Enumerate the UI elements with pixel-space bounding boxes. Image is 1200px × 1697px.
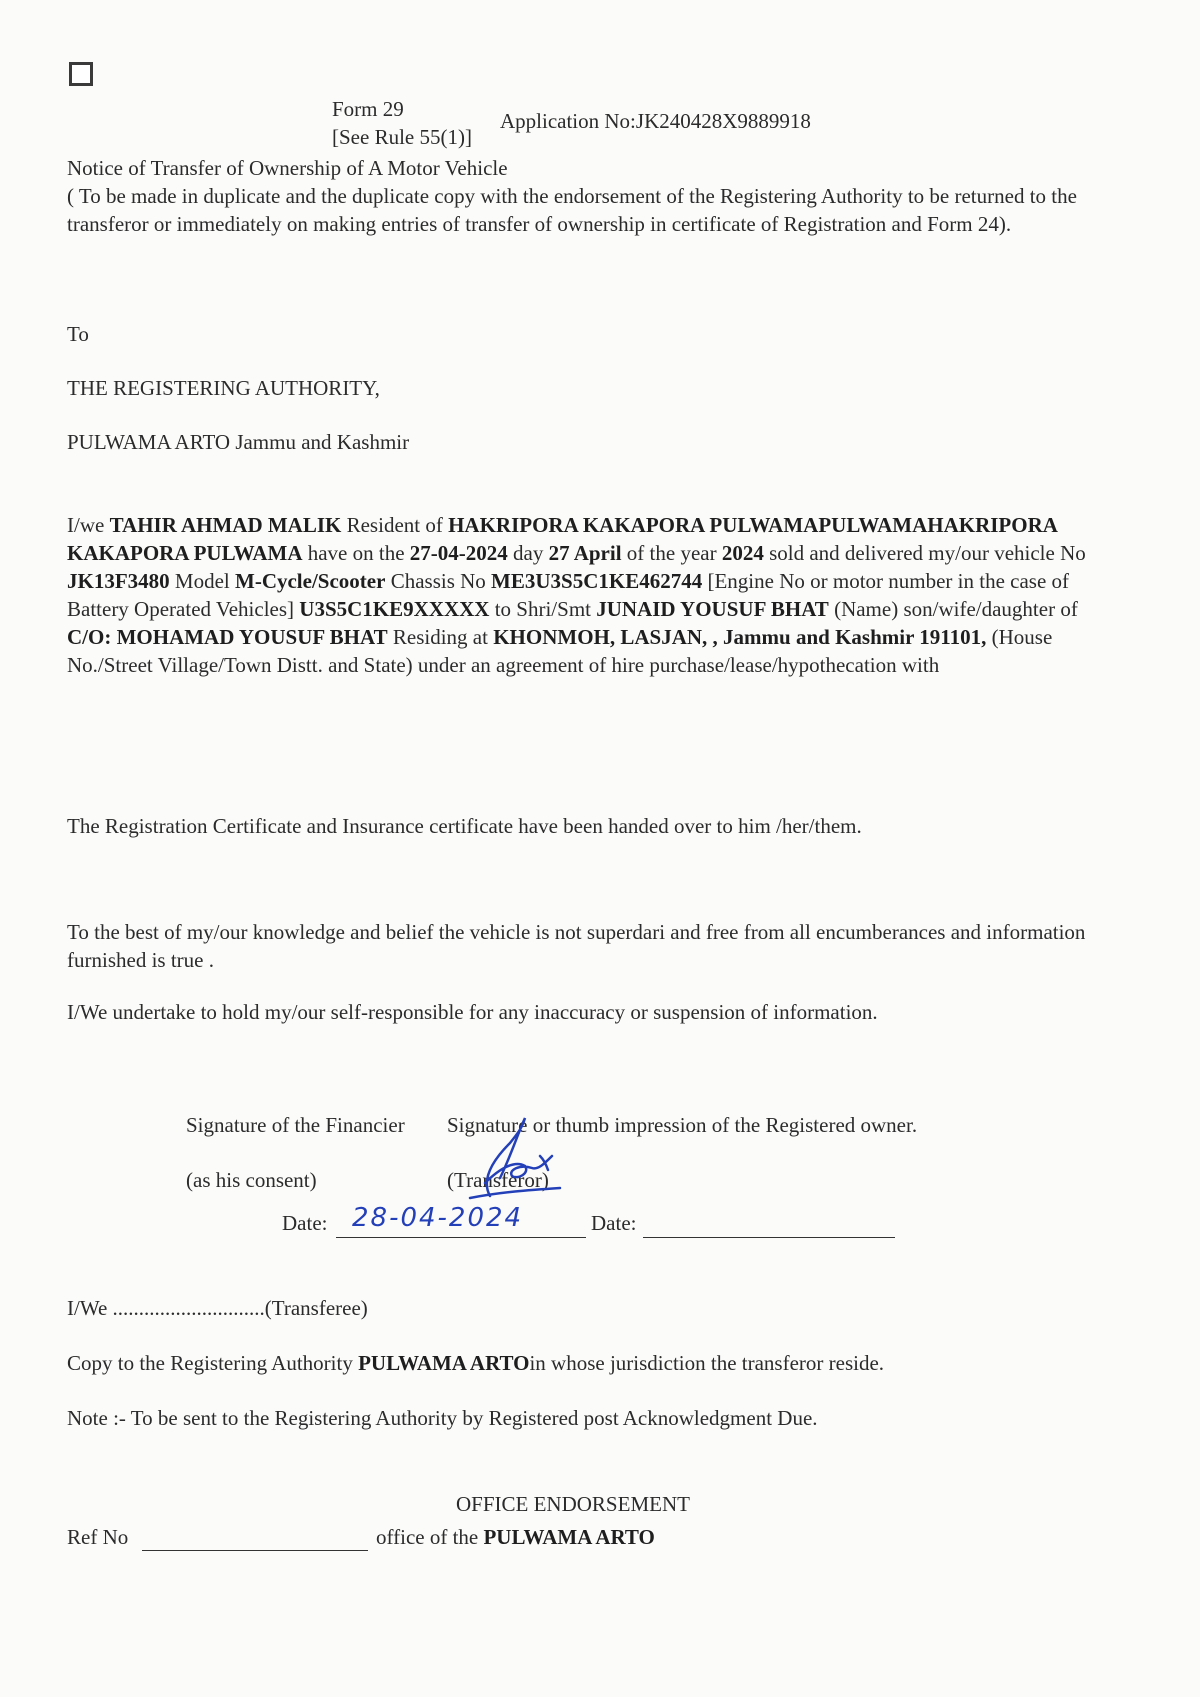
- application-number: Application No:JK240428X9889918: [500, 109, 811, 133]
- financier-signature-label: Signature of the Financier: [186, 1113, 405, 1137]
- sold-text: sold and delivered my/our vehicle No: [769, 541, 1086, 565]
- note-text: Note :- To be sent to the Registering Authority by Registered post Acknowledgment Due.: [67, 1406, 818, 1430]
- day-word: day: [513, 541, 544, 565]
- form-rule: [See Rule 55(1)]: [332, 125, 472, 149]
- consent-label: (as his consent): [186, 1168, 317, 1192]
- authority-name: THE REGISTERING AUTHORITY,: [67, 376, 380, 400]
- form-title: Form 29: [332, 97, 404, 121]
- office-endorsement-heading: OFFICE ENDORSEMENT: [456, 1492, 690, 1516]
- engine-number: U3S5C1KE9XXXXX: [299, 597, 490, 621]
- of-year-text: of the year: [626, 541, 717, 565]
- authority-office: PULWAMA ARTO Jammu and Kashmir: [67, 430, 410, 454]
- endorsement-office: PULWAMA ARTO: [483, 1525, 655, 1549]
- transfer-declaration: [67, 511, 1117, 679]
- transferor-signature: [440, 1098, 580, 1208]
- residing-at-text: Residing at: [392, 625, 488, 649]
- vehicle-number: JK13F3480: [67, 569, 170, 593]
- date-line-transferor: [336, 1205, 586, 1238]
- belief-statement: To the best of my/our knowledge and belief the vehicle is not superdari and free from all encumberances and information furnished is true .: [67, 920, 1086, 972]
- handwritten-date: 28-04-2024: [352, 1203, 524, 1233]
- office-of-text: office of the: [376, 1525, 479, 1549]
- notice-instruction: ( To be made in duplicate and the duplicate copy with the endorsement of the Registering Authority to be returned to the transferor or immediately on making entries of transfer of ownership in certificate of Registration and Form 24).: [67, 184, 1077, 236]
- chassis-number: ME3U3S5C1KE462744: [491, 569, 703, 593]
- model-word: Model: [174, 569, 230, 593]
- office-of-line: [376, 1523, 655, 1551]
- undertaking-statement: I/We undertake to hold my/our self-responsible for any inaccuracy or suspension of information.: [67, 1000, 878, 1024]
- to-label: To: [67, 322, 89, 346]
- copy-authority: PULWAMA ARTO: [358, 1351, 530, 1375]
- transferor-label: (Transferor): [447, 1168, 549, 1192]
- iwe-text: I/we: [67, 513, 105, 537]
- documents-handed-over: The Registration Certificate and Insurance certificate have been handed over to him /her/them.: [67, 814, 862, 838]
- copy-prefix: Copy to the Registering Authority: [67, 1351, 353, 1375]
- have-on-text: have on the: [307, 541, 405, 565]
- transferee-address: KHONMOH, LASJAN, , Jammu and Kashmir 191101,: [493, 625, 987, 649]
- transferor-name: TAHIR AHMAD MALIK: [109, 513, 342, 537]
- chassis-word: Chassis No: [390, 569, 486, 593]
- sale-day: 27 April: [548, 541, 622, 565]
- date-label-transferor: Date:: [282, 1211, 328, 1235]
- transferee-relation: C/O: MOHAMAD YOUSUF BHAT: [67, 625, 388, 649]
- engine-text: [Engine No or motor number in the case of Battery Operated Vehicles]: [67, 569, 1070, 621]
- sale-date: 27-04-2024: [409, 541, 508, 565]
- name-relation-text: (Name) son/wife/daughter of: [834, 597, 1078, 621]
- date-line-financier: [643, 1205, 895, 1238]
- checkbox[interactable]: [69, 62, 93, 86]
- address-text: (House No./Street Village/Town Distt. and State) under an agreement of hire purchase/lease/hypothecation with: [67, 625, 1053, 677]
- copy-suffix: in whose jurisdiction the transferor reside.: [529, 1351, 885, 1375]
- date-label-financier: Date:: [591, 1211, 637, 1235]
- resident-of-text: Resident of: [346, 513, 443, 537]
- to-shri-text: to Shri/Smt: [494, 597, 591, 621]
- sale-year: 2024: [721, 541, 764, 565]
- transferee-line: I/We .............................(Transferee): [67, 1296, 368, 1320]
- ref-no-label: Ref No: [67, 1525, 129, 1549]
- transferee-name: JUNAID YOUSUF BHAT: [596, 597, 829, 621]
- vehicle-model: M-Cycle/Scooter: [235, 569, 386, 593]
- notice-heading: Notice of Transfer of Ownership of A Motor Vehicle: [67, 156, 508, 180]
- copy-to-authority: [67, 1349, 1127, 1377]
- ref-no-line: [142, 1520, 368, 1551]
- transferor-address: HAKRIPORA KAKAPORA PULWAMAPULWAMAHAKRIPORA KAKAPORA PULWAMA: [67, 513, 1057, 565]
- owner-signature-label: Signature or thumb impression of the Registered owner.: [447, 1113, 918, 1137]
